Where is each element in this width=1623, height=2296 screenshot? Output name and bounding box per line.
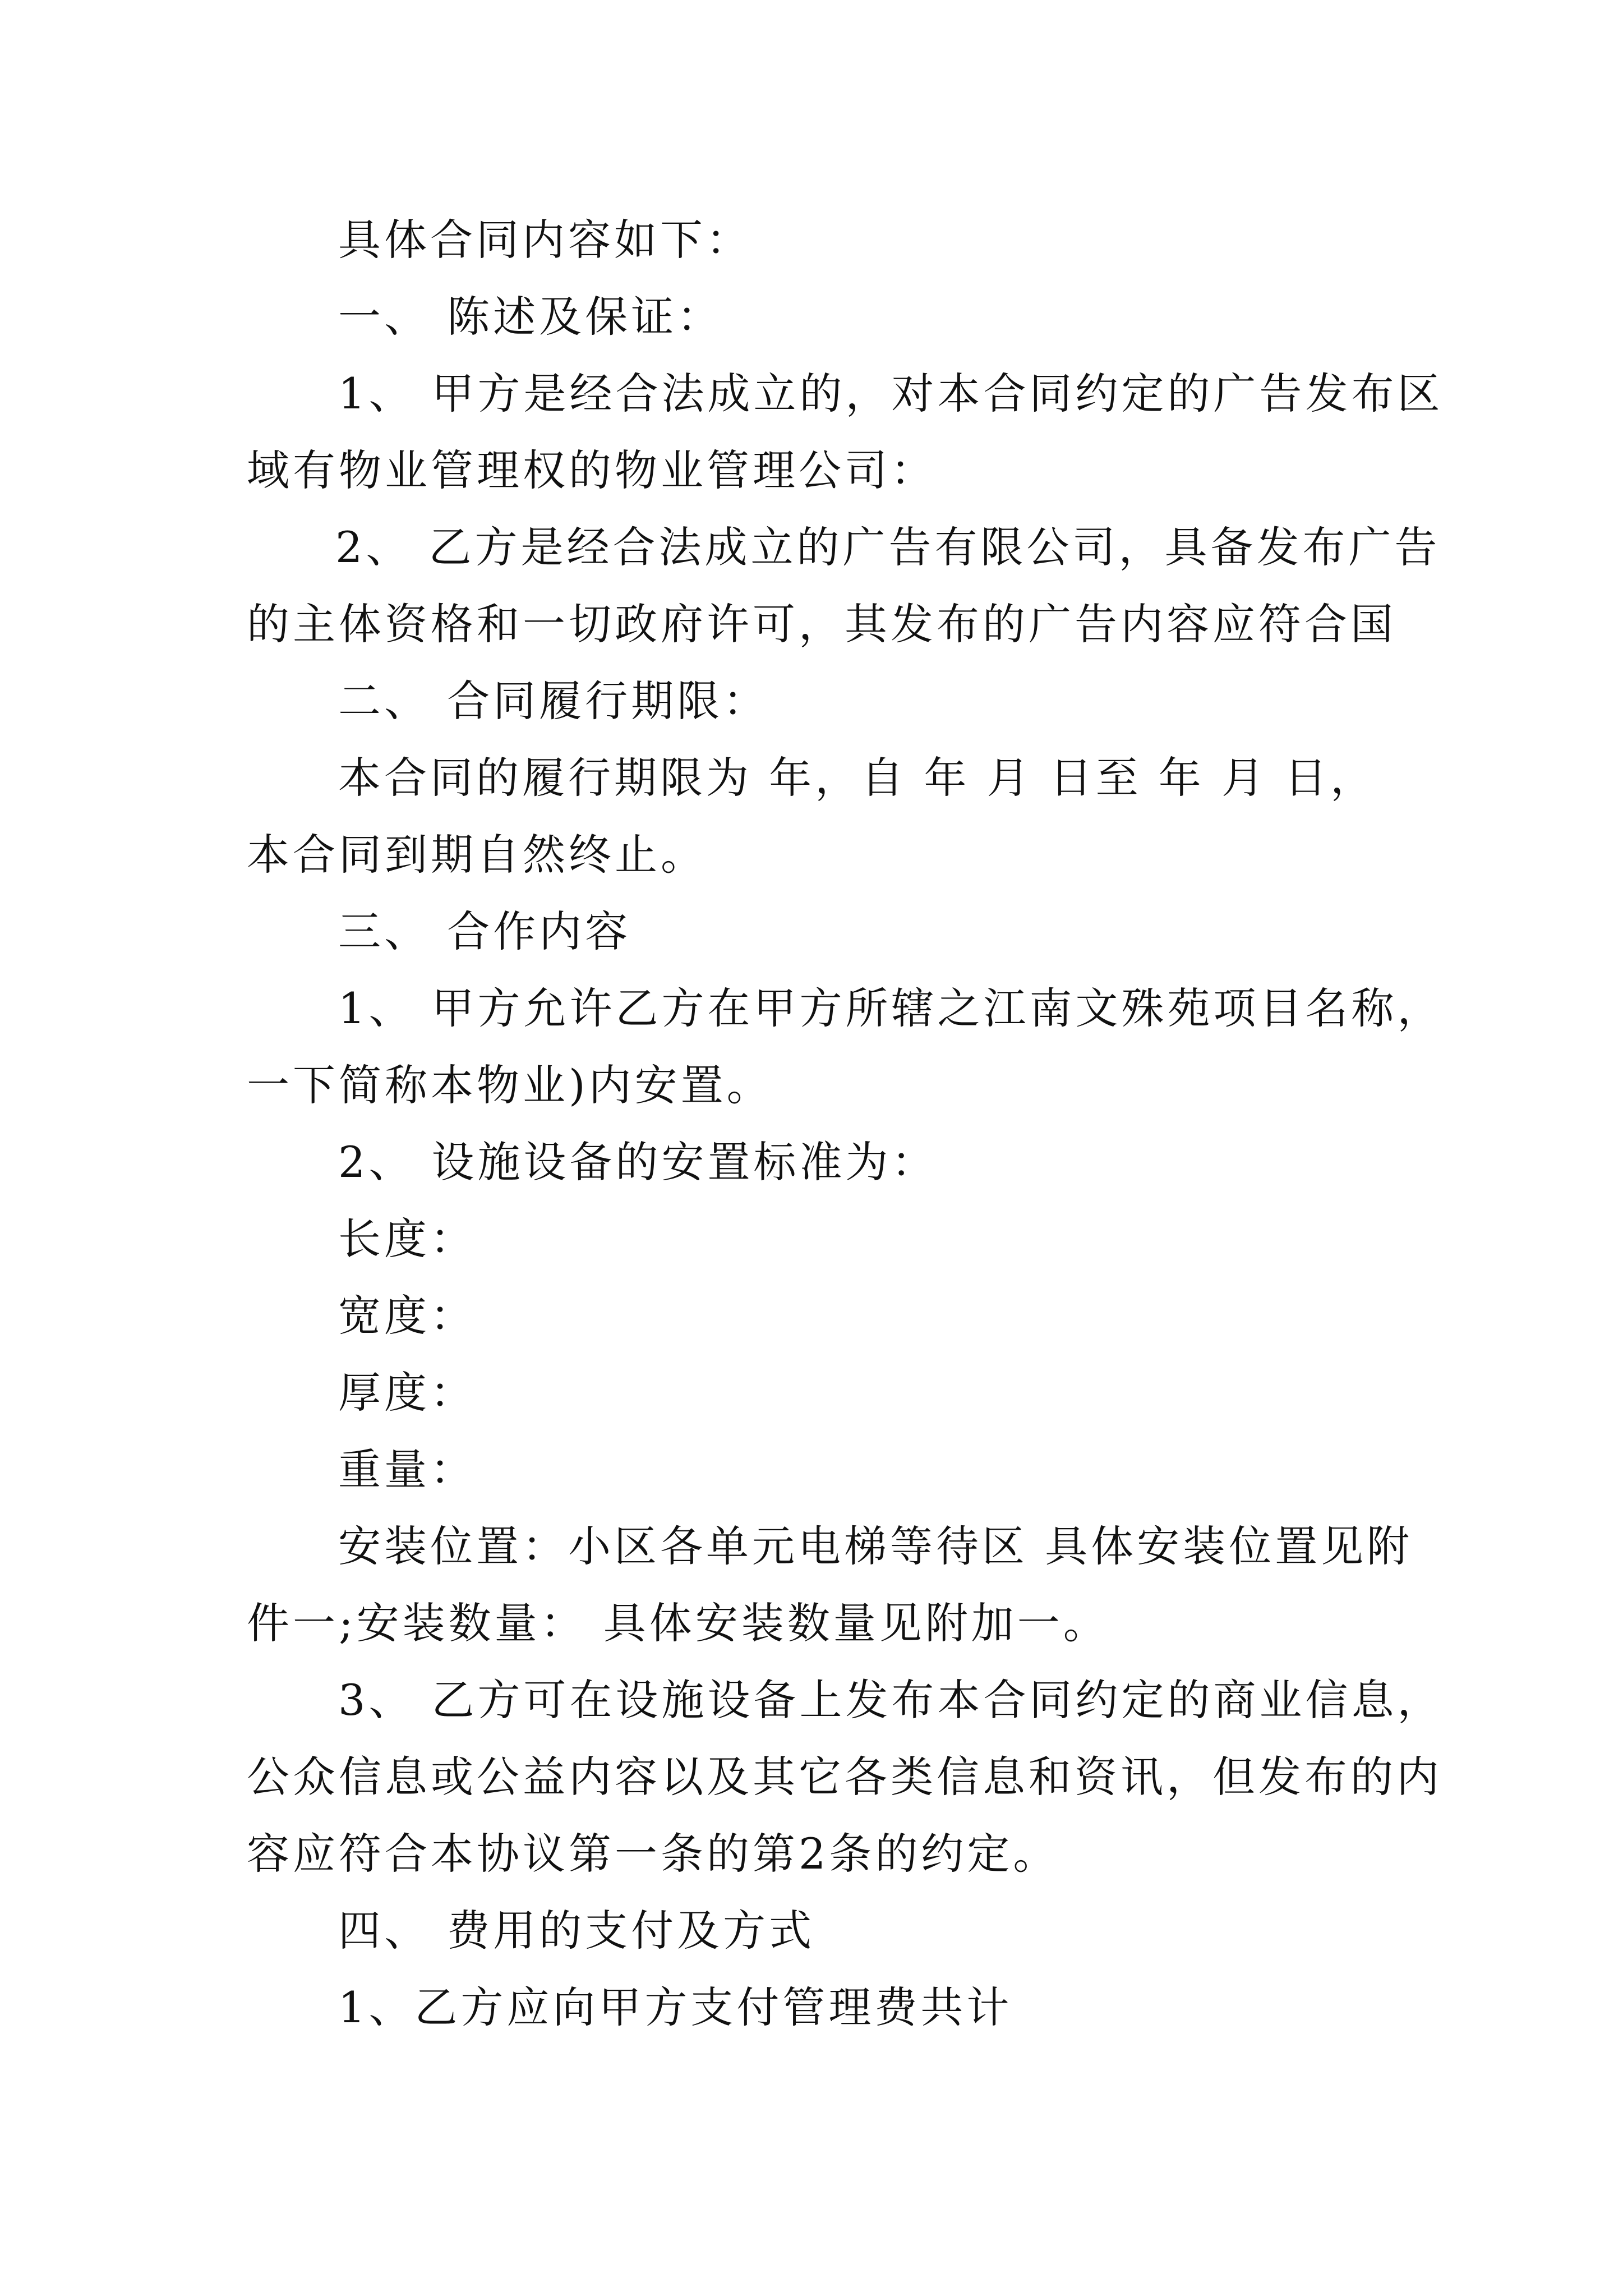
section-3-item-1-line-1: 1、 甲方允许乙方在甲方所辖之江南文殊苑项目名称， (338, 983, 1444, 1033)
section-4-item-1: 1、乙方应向甲方支付管理费共计 (338, 1982, 1013, 2032)
section-3-item-3-line-1: 3、 乙方可在设施设备上发布本合同约定的商业信息， (338, 1675, 1444, 1725)
section-2-text-line-2: 本合同到期自然终止。 (247, 830, 707, 880)
section-1-item-2-line-1: 2、 乙方是经合法成立的广告有限公司，具备发布广告 (335, 522, 1441, 572)
section-2-text-line-1: 本合同的履行期限为 年，自 年 月 日至 年 月 日， (338, 753, 1377, 803)
spec-width: 宽度： (338, 1291, 476, 1341)
section-3-item-3-line-3: 容应符合本协议第一条的第2条的约定。 (247, 1829, 1059, 1879)
contract-intro: 具体合同内容如下： (338, 215, 752, 265)
spec-weight: 重量： (338, 1444, 476, 1494)
section-1-item-1-line-1: 1、 甲方是经合法成立的，对本合同约定的广告发布区 (338, 369, 1444, 418)
install-location-line-1: 安装位置：小区各单元电梯等待区 具体安装位置见附 (338, 1521, 1413, 1571)
section-3-item-1-line-2: 一下简称本物业)内安置。 (247, 1060, 773, 1110)
section-3-item-3-line-2: 公众信息或公益内容以及其它各类信息和资讯，但发布的内 (247, 1752, 1442, 1802)
section-3-item-2-heading: 2、 设施设备的安置标准为： (338, 1137, 938, 1187)
section-2-heading: 二、 合同履行期限： (338, 676, 769, 726)
section-1-heading: 一、 陈述及保证： (338, 292, 723, 342)
install-location-line-2: 件一;安装数量： 具体安装数量见附加一。 (247, 1598, 1109, 1648)
section-1-item-1-line-2: 域有物业管理权的物业管理公司： (247, 445, 937, 495)
spec-length: 长度： (338, 1214, 476, 1264)
section-3-heading: 三、 合作内容 (338, 907, 631, 956)
section-1-item-2-line-2: 的主体资格和一切政府许可，其发布的广告内容应符合国 (247, 599, 1396, 649)
section-4-heading: 四、 费用的支付及方式 (338, 1906, 815, 1955)
spec-thickness: 厚度： (338, 1368, 476, 1418)
